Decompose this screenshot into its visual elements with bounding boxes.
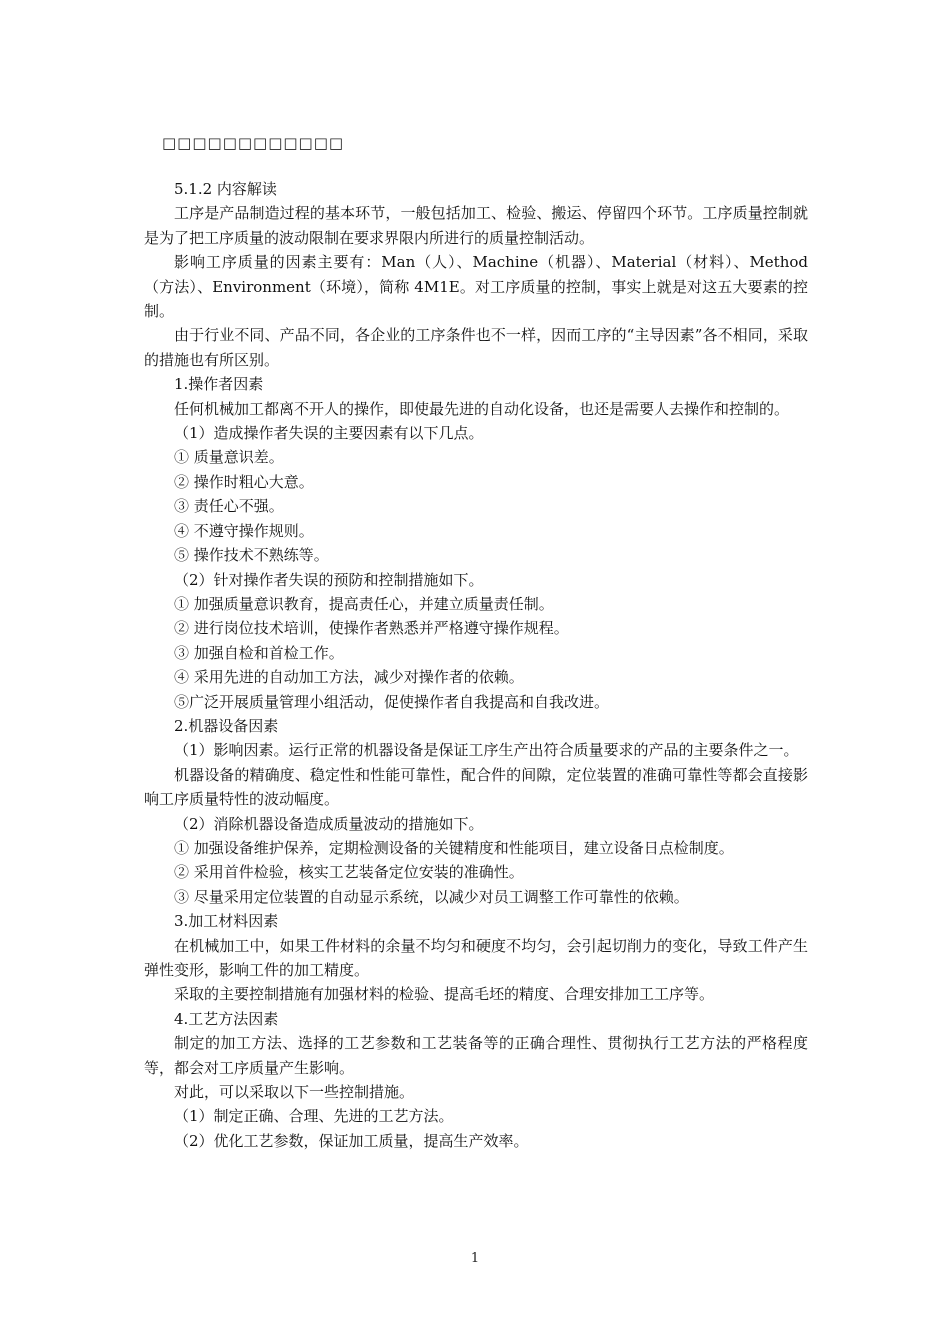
paragraph: 影响工序质量的因素主要有：Man（人）、Machine（机器）、Material（材料）、Method（方法）、Environment（环境），简称 4M1E。对工序质量的控制，事实上就是对这五大要素的控制。 [144,253,808,321]
paragraph: ② 采用首件检验，核实工艺装备定位安装的准确性。 [174,863,524,882]
paragraph: 3.加工材料因素 [174,912,279,931]
paragraph: ② 进行岗位技术培训，使操作者熟悉并严格遵守操作规程。 [174,619,569,638]
document-body [144,177,808,1153]
paragraph: 对此，可以采取以下一些控制措施。 [174,1083,415,1102]
paragraph: ① 加强质量意识教育，提高责任心，并建立质量责任制。 [174,594,554,613]
paragraph: 2.机器设备因素 [174,716,279,735]
paragraph: 采取的主要控制措施有加强材料的检验、提高毛坯的精度、合理安排加工工序等。 [174,985,715,1004]
paragraph: 由于行业不同、产品不同，各企业的工序条件也不一样，因而工序的“主导因素”各不相同，采取的措施也有所区别。 [144,326,808,369]
paragraph: 4.工艺方法因素 [174,1009,279,1028]
page-number: 1 [470,1251,480,1266]
paragraph: 制定的加工方法、选择的工艺参数和工艺装备等的正确合理性、贯彻执行工艺方法的严格程度等，都会对工序质量产生影响。 [144,1034,808,1077]
paragraph: （2）消除机器设备造成质量波动的措施如下。 [174,814,484,833]
paragraph: ⑤ 操作技术不熟练等。 [174,546,329,565]
paragraph: （1）制定正确、合理、先进的工艺方法。 [174,1107,454,1126]
paragraph: 任何机械加工都离不开人的操作，即使最先进的自动化设备，也还是需要人去操作和控制的。 [174,399,790,418]
page-header: □□□□□□□□□□□□ [162,134,345,152]
paragraph: （1）造成操作者失误的主要因素有以下几点。 [174,424,484,443]
paragraph: 1.操作者因素 [174,375,264,394]
paragraph: ② 操作时粗心大意。 [174,472,314,491]
paragraph: 机器设备的精确度、稳定性和性能可靠性，配合件的间隙，定位装置的准确可靠性等都会直接影响工序质量特性的波动幅度。 [144,765,808,809]
paragraph: （2）针对操作者失误的预防和控制措施如下。 [174,570,484,589]
paragraph: ④ 采用先进的自动加工方法，减少对操作者的依赖。 [174,668,524,687]
paragraph: 工序是产品制造过程的基本环节，一般包括加工、检验、搬运、停留四个环节。工序质量控制就是为了把工序质量的波动限制在要求界限内所进行的质量控制活动。 [144,204,808,247]
paragraph: ④ 不遵守操作规则。 [174,521,314,540]
paragraph: ① 加强设备维护保养，定期检测设备的关键精度和性能项目，建立设备日点检制度。 [174,838,734,857]
paragraph: ③ 加强自检和首检工作。 [174,643,344,662]
paragraph: 在机械加工中，如果工件材料的余量不均匀和硬度不均匀，会引起切削力的变化，导致工件产生弹性变形，影响工件的加工精度。 [144,936,808,979]
paragraph: 5.1.2 内容解读 [174,180,277,198]
paragraph: ① 质量意识差。 [174,448,284,467]
paragraph: ③ 尽量采用定位装置的自动显示系统，以减少对员工调整工作可靠性的依赖。 [174,887,689,906]
paragraph: （1）影响因素。运行正常的机器设备是保证工序生产出符合质量要求的产品的主要条件之一。 [174,741,799,760]
paragraph: ③ 责任心不强。 [174,497,284,516]
paragraph: ⑤广泛开展质量管理小组活动，促使操作者自我提高和自我改进。 [174,692,610,711]
paragraph: （2）优化工艺参数，保证加工质量，提高生产效率。 [174,1131,529,1150]
